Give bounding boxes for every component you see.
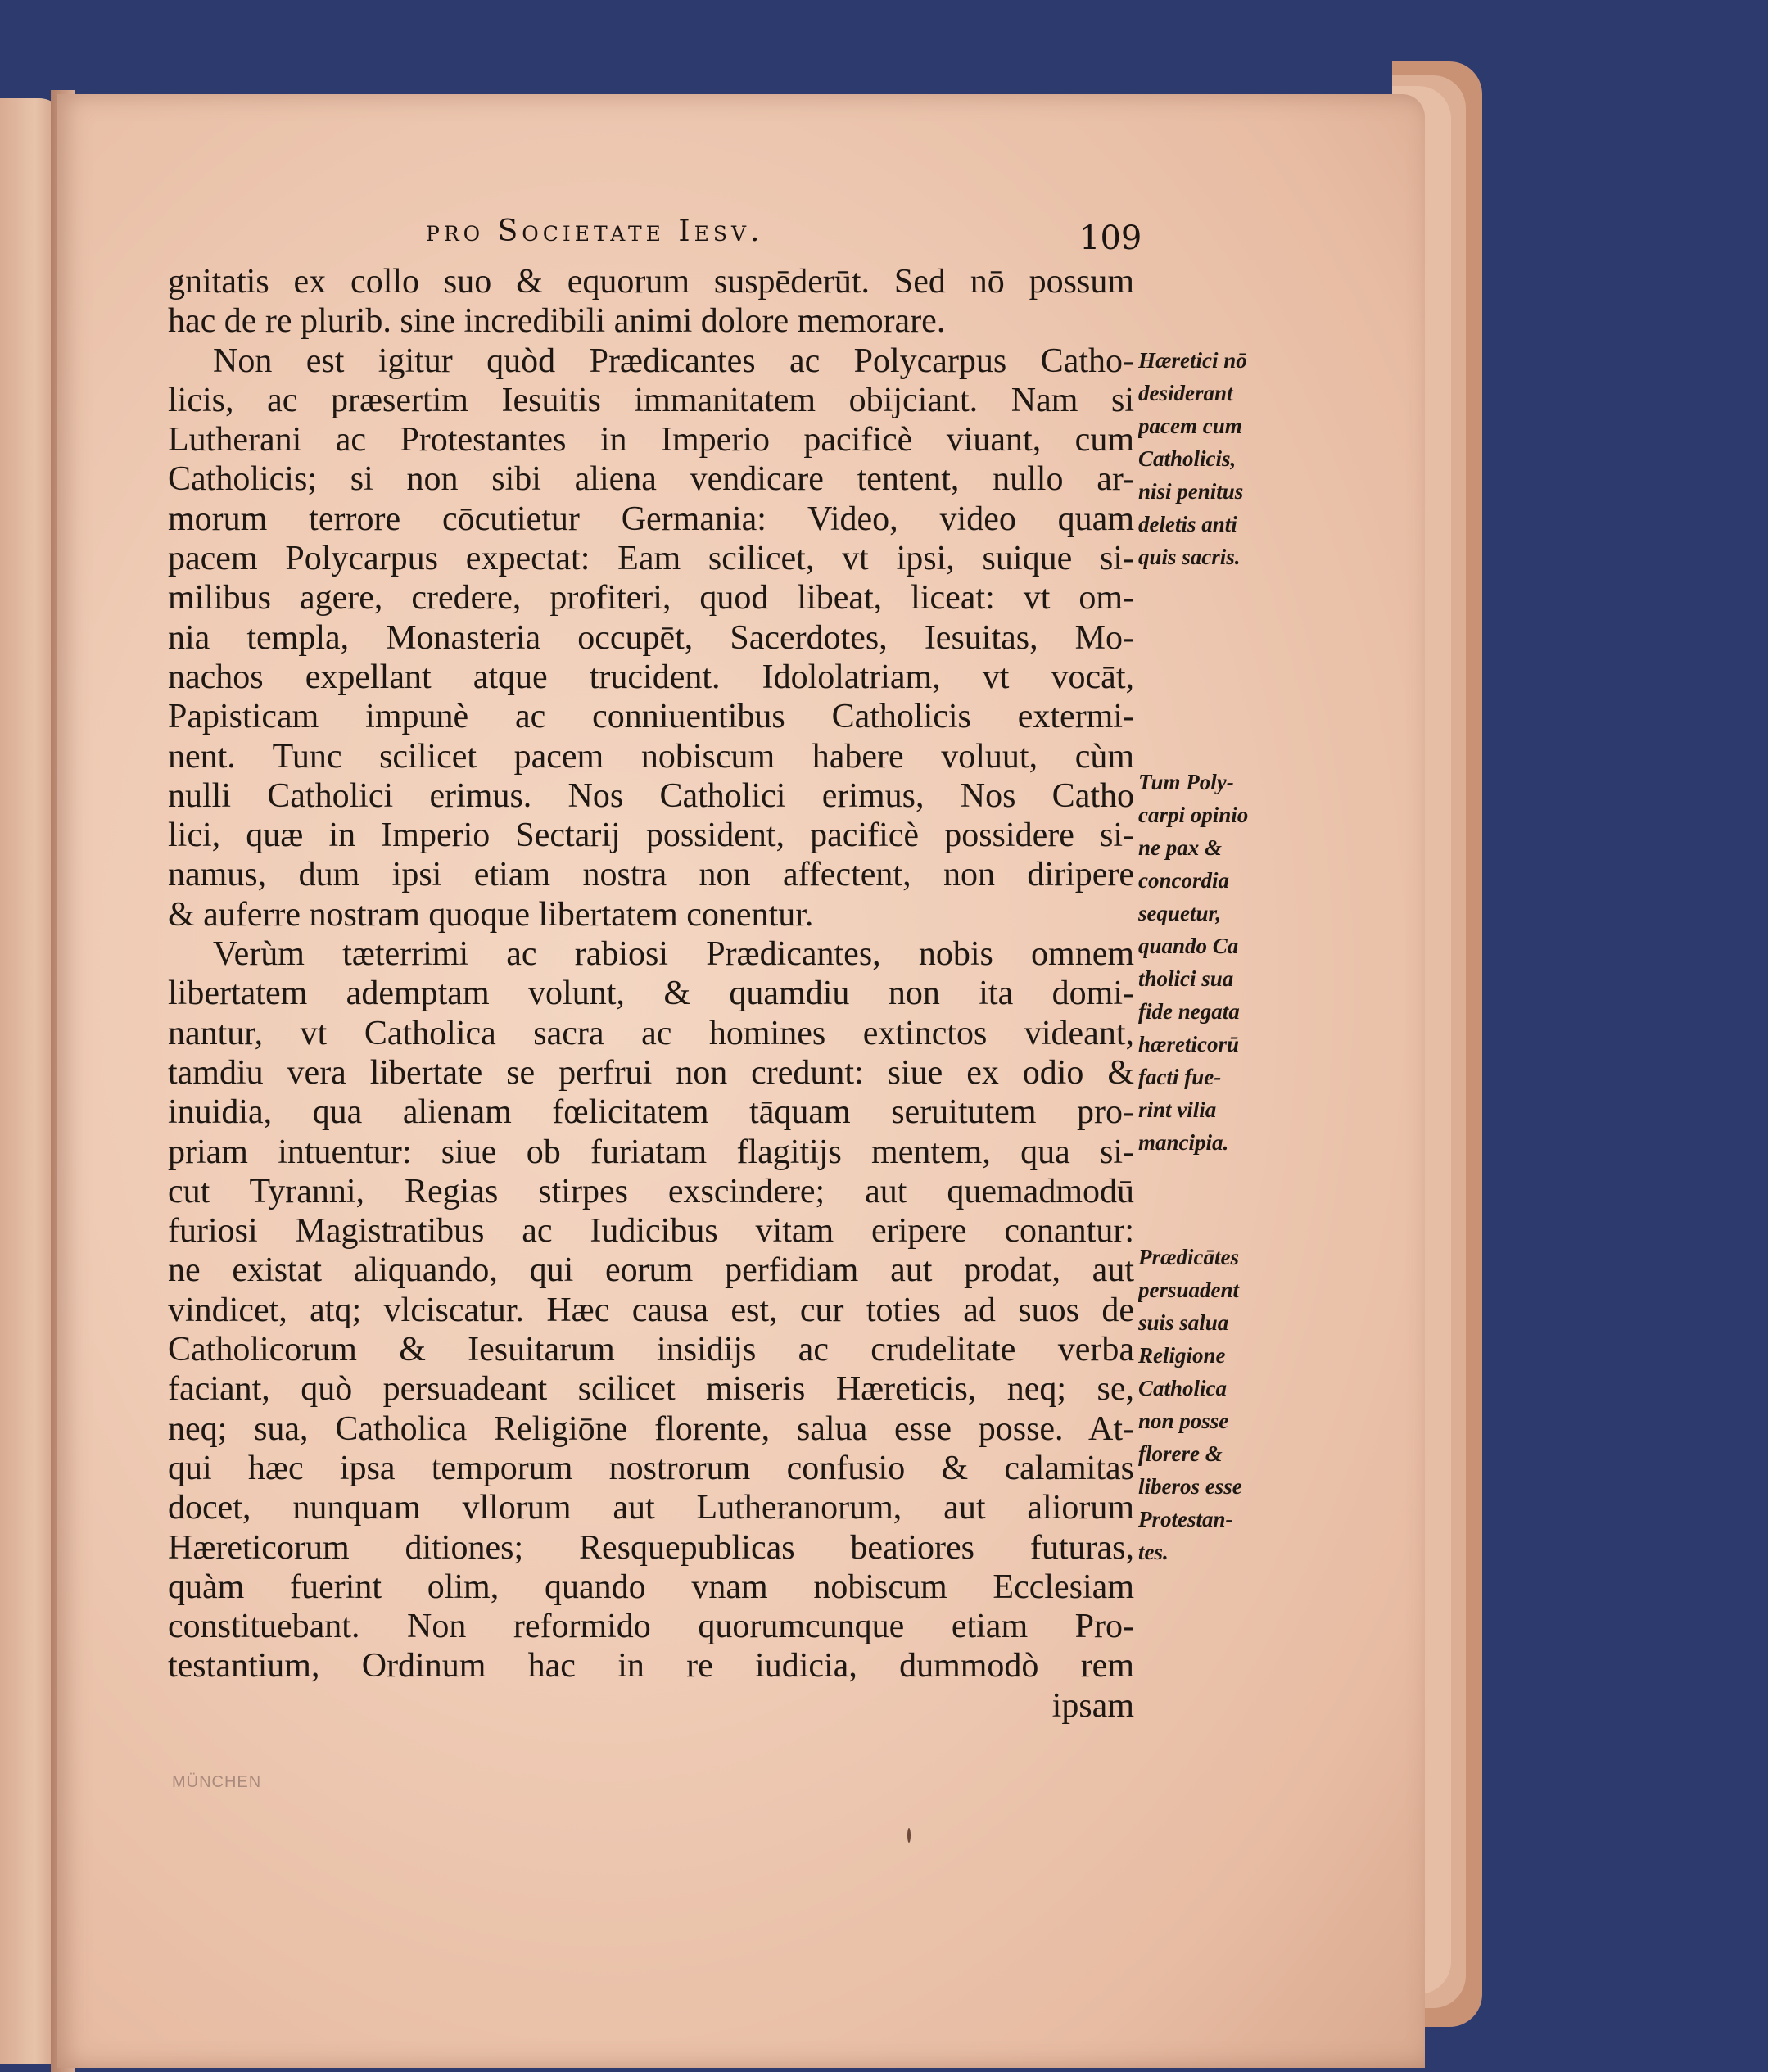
text-line: furiosi Magistratibus ac Iudicibus vitam eripere conantur: <box>168 1212 1134 1251</box>
text-line: libertatem ademptam volunt, & quamdiu non ita domi- <box>168 975 1134 1013</box>
margin-note-line: Protestan- <box>1138 1507 1233 1531</box>
text-line: tamdiu vera libertate se perfrui non credunt: siue ex odio & <box>168 1053 1134 1092</box>
margin-note-1 <box>1138 344 1294 573</box>
margin-note-line: sequetur, <box>1138 901 1222 925</box>
margin-note-line: Hæretici nō <box>1138 348 1247 373</box>
margin-note-line: non posse <box>1138 1409 1229 1433</box>
text-line: gnitatis ex collo suo & equorum suspēderūt. Sed nō possum <box>168 263 1134 301</box>
text-line: Lutherani ac Protestantes in Imperio pacificè viuant, cum <box>168 421 1134 459</box>
text-line: & auferre nostram quoque libertatem conentur. <box>168 895 814 934</box>
margin-note-line: suis salua <box>1138 1310 1229 1335</box>
text-line: milibus agere, credere, profiteri, quod libeat, liceat: vt om- <box>168 579 1134 618</box>
margin-note-line: Catholicis, <box>1138 446 1237 471</box>
text-line: Papisticam impunè ac conniuentibus Catholicis extermi- <box>168 698 1134 736</box>
page-number: 109 <box>1079 219 1142 257</box>
text-line: Verùm tæterrimi ac rabiosi Prædicantes, nobis omnem <box>213 935 1134 974</box>
margin-note-3 <box>1138 1241 1294 1568</box>
margin-note-line: Prædicātes <box>1138 1245 1239 1269</box>
text-line: vindicet, atq; vlciscatur. Hæc causa est, cur toties ad suos de <box>168 1291 1134 1329</box>
text-line: Catholicis; si non sibi aliena vendicare tentent, nullo ar- <box>168 460 1134 499</box>
text-line: ne existat aliquando, qui eorum perfidiam aut prodat, aut <box>168 1251 1134 1290</box>
text-line: Non est igitur quòd Prædicantes ac Polycarpus Catho- <box>213 342 1134 380</box>
margin-note-line: quis sacris. <box>1138 545 1241 569</box>
margin-note-line: deletis anti <box>1138 512 1237 536</box>
text-line: nantur, vt Catholica sacra ac homines extinctos videant, <box>168 1014 1134 1052</box>
margin-note-line: mancipia. <box>1138 1130 1229 1155</box>
margin-note-line: tes. <box>1138 1540 1169 1564</box>
text-line: licis, ac præsertim Iesuitis immanitatem obijciant. Nam si <box>168 381 1134 419</box>
main-text <box>168 262 1134 1726</box>
margin-note-line: florere & <box>1138 1441 1223 1466</box>
margin-note-line: liberos esse <box>1138 1474 1242 1499</box>
margin-note-line: Religione <box>1138 1343 1226 1368</box>
text-line: morum terrore cōcutietur Germania: Video, video quam <box>168 500 1134 538</box>
text-line: docet, nunquam vllorum aut Lutheranorum, aut aliorum <box>168 1489 1134 1527</box>
text-line: hac de re plurib. sine incredibili animi dolore memorare. <box>168 302 946 341</box>
margin-note-line: fide negata <box>1138 999 1240 1024</box>
text-line: priam intuentur: siue ob furiatam flagitijs mentem, qua si- <box>168 1133 1134 1171</box>
margin-note-line: Tum Poly- <box>1138 770 1234 794</box>
text-line: testantium, Ordinum hac in re iudicia, dummodò rem <box>168 1647 1134 1685</box>
margin-note-line: concordia <box>1138 868 1229 893</box>
margin-note-line: persuadent <box>1138 1278 1240 1302</box>
margin-note-line: ne pax & <box>1138 835 1223 860</box>
margin-note-line: quando Ca <box>1138 934 1239 958</box>
ink-speck <box>907 1828 911 1843</box>
text-line: Catholicorum & Iesuitarum insidijs ac crudelitate verba <box>168 1331 1134 1369</box>
text-line: faciant, quò persuadeant scilicet miseris Hæreticis, neq; se, <box>168 1370 1134 1409</box>
text-line: cut Tyranni, Regias stirpes exscindere; aut quemadmodū <box>168 1172 1134 1210</box>
margin-note-line: rint vilia <box>1138 1097 1217 1122</box>
margin-note-line: hæreticorū <box>1138 1032 1240 1056</box>
text-line: namus, dum ipsi etiam nostra non affectent, non diripere <box>168 856 1134 894</box>
text-line: nulli Catholici erimus. Nos Catholici erimus, Nos Catho <box>168 776 1134 815</box>
margin-note-line: pacem cum <box>1138 414 1242 438</box>
text-line: quàm fuerint olim, quando vnam nobiscum Ecclesiam <box>168 1568 1134 1606</box>
text-line: pacem Polycarpus expectat: Eam scilicet, vt ipsi, suique si- <box>168 540 1134 578</box>
margin-note-line: nisi penitus <box>1138 479 1244 504</box>
text-line: nia templa, Monasteria occupēt, Sacerdotes, Iesuitas, Mo- <box>168 618 1134 657</box>
text-line: Hæreticorum ditiones; Resquepublicas beatiores futuras, <box>168 1528 1134 1567</box>
text-line: neq; sua, Catholica Religiōne florente, salua esse posse. At- <box>168 1409 1134 1448</box>
margin-note-2 <box>1138 766 1294 1159</box>
text-line: qui hæc ipsa temporum nostrorum confusio & calamitas <box>168 1449 1134 1487</box>
text-line: nent. Tunc scilicet pacem nobiscum habere voluut, cùm <box>168 737 1134 776</box>
text-line: lici, quæ in Imperio Sectarij possident, pacificè possidere si- <box>168 817 1134 855</box>
running-title: pro Societate Iesv. <box>426 215 764 248</box>
margin-note-line: tholici sua <box>1138 966 1234 991</box>
margin-note-line: Catholica <box>1138 1376 1228 1400</box>
catchword: ipsam <box>1051 1686 1134 1725</box>
margin-note-line: carpi opinio <box>1138 803 1249 827</box>
text-line: constituebant. Non reformido quorumcunque etiam Pro- <box>168 1608 1134 1646</box>
margin-note-line: facti fue- <box>1138 1065 1222 1089</box>
text-line: nachos expellant atque trucident. Idololatriam, vt vocāt, <box>168 658 1134 696</box>
library-stamp: MÜNCHEN <box>172 1773 262 1791</box>
margin-note-line: desiderant <box>1138 381 1233 405</box>
text-line: inuidia, qua alienam fœlicitatem tāquam seruitutem pro- <box>168 1093 1134 1132</box>
